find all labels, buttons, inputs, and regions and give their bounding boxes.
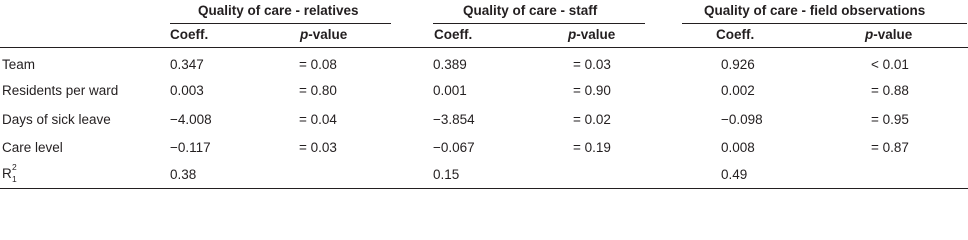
cell-carelevel-coeff-field: 0.008	[721, 140, 755, 155]
cell-r2-relatives: 0.38	[170, 167, 197, 182]
cell-team-coeff-field: 0.926	[721, 57, 755, 72]
r-squared-base: R	[2, 166, 12, 181]
cell-residents-p-relatives: = 0.80	[299, 83, 337, 98]
subheader-pvalue-staff	[568, 27, 615, 42]
p-rest: -value	[576, 27, 616, 42]
table-bottom-rule	[0, 188, 968, 189]
cell-carelevel-p-field: = 0.87	[871, 140, 909, 155]
cell-r2-staff: 0.15	[433, 167, 460, 182]
cell-residents-p-field: = 0.88	[871, 83, 909, 98]
group-title-field-observations: Quality of care - field observations	[704, 3, 926, 18]
row-label-residents-per-ward: Residents per ward	[2, 83, 119, 98]
subheader-coeff-staff: Coeff.	[434, 27, 473, 42]
cell-sickleave-coeff-staff: −3.854	[433, 112, 475, 127]
cell-carelevel-p-relatives: = 0.03	[299, 140, 337, 155]
header-bottom-rule	[0, 47, 968, 48]
group-title-relatives: Quality of care - relatives	[198, 3, 359, 18]
p-rest: -value	[873, 27, 913, 42]
cell-sickleave-p-field: = 0.95	[871, 112, 909, 127]
cell-sickleave-p-relatives: = 0.04	[299, 112, 337, 127]
p-italic: p	[865, 27, 874, 42]
cell-team-coeff-staff: 0.389	[433, 57, 467, 72]
cell-team-p-staff: = 0.03	[573, 57, 611, 72]
cell-team-p-field: < 0.01	[871, 57, 909, 72]
group-rule-staff	[433, 23, 645, 24]
r-squared-superscript: 2	[12, 162, 17, 172]
cell-carelevel-coeff-staff: −0.067	[433, 140, 475, 155]
cell-sickleave-p-staff: = 0.02	[573, 112, 611, 127]
row-label-r-squared	[2, 162, 17, 184]
row-label-team: Team	[2, 57, 36, 72]
cell-carelevel-p-staff: = 0.19	[573, 140, 611, 155]
p-rest: -value	[308, 27, 348, 42]
subheader-pvalue-relatives	[300, 27, 347, 42]
row-label-days-of-sick-leave: Days of sick leave	[2, 112, 111, 127]
cell-sickleave-coeff-field: −0.098	[721, 112, 763, 127]
row-label-care-level: Care level	[2, 140, 63, 155]
cell-team-p-relatives: = 0.08	[299, 57, 337, 72]
p-italic: p	[300, 27, 309, 42]
subheader-coeff-field-observations: Coeff.	[716, 27, 755, 42]
cell-residents-coeff-field: 0.002	[721, 83, 755, 98]
cell-residents-p-staff: = 0.90	[573, 83, 611, 98]
subheader-pvalue-field-observations	[865, 27, 912, 42]
cell-team-coeff-relatives: 0.347	[170, 57, 204, 72]
group-rule-relatives	[170, 23, 391, 24]
p-italic: p	[568, 27, 577, 42]
group-rule-field-observations	[682, 23, 967, 24]
cell-residents-coeff-staff: 0.001	[433, 83, 467, 98]
cell-sickleave-coeff-relatives: −4.008	[170, 112, 212, 127]
subheader-coeff-relatives: Coeff.	[170, 27, 209, 42]
cell-residents-coeff-relatives: 0.003	[170, 83, 204, 98]
r-squared-subscript: 1	[12, 174, 17, 184]
cell-r2-field: 0.49	[721, 167, 748, 182]
group-title-staff: Quality of care - staff	[463, 3, 598, 18]
cell-carelevel-coeff-relatives: −0.117	[170, 140, 211, 155]
